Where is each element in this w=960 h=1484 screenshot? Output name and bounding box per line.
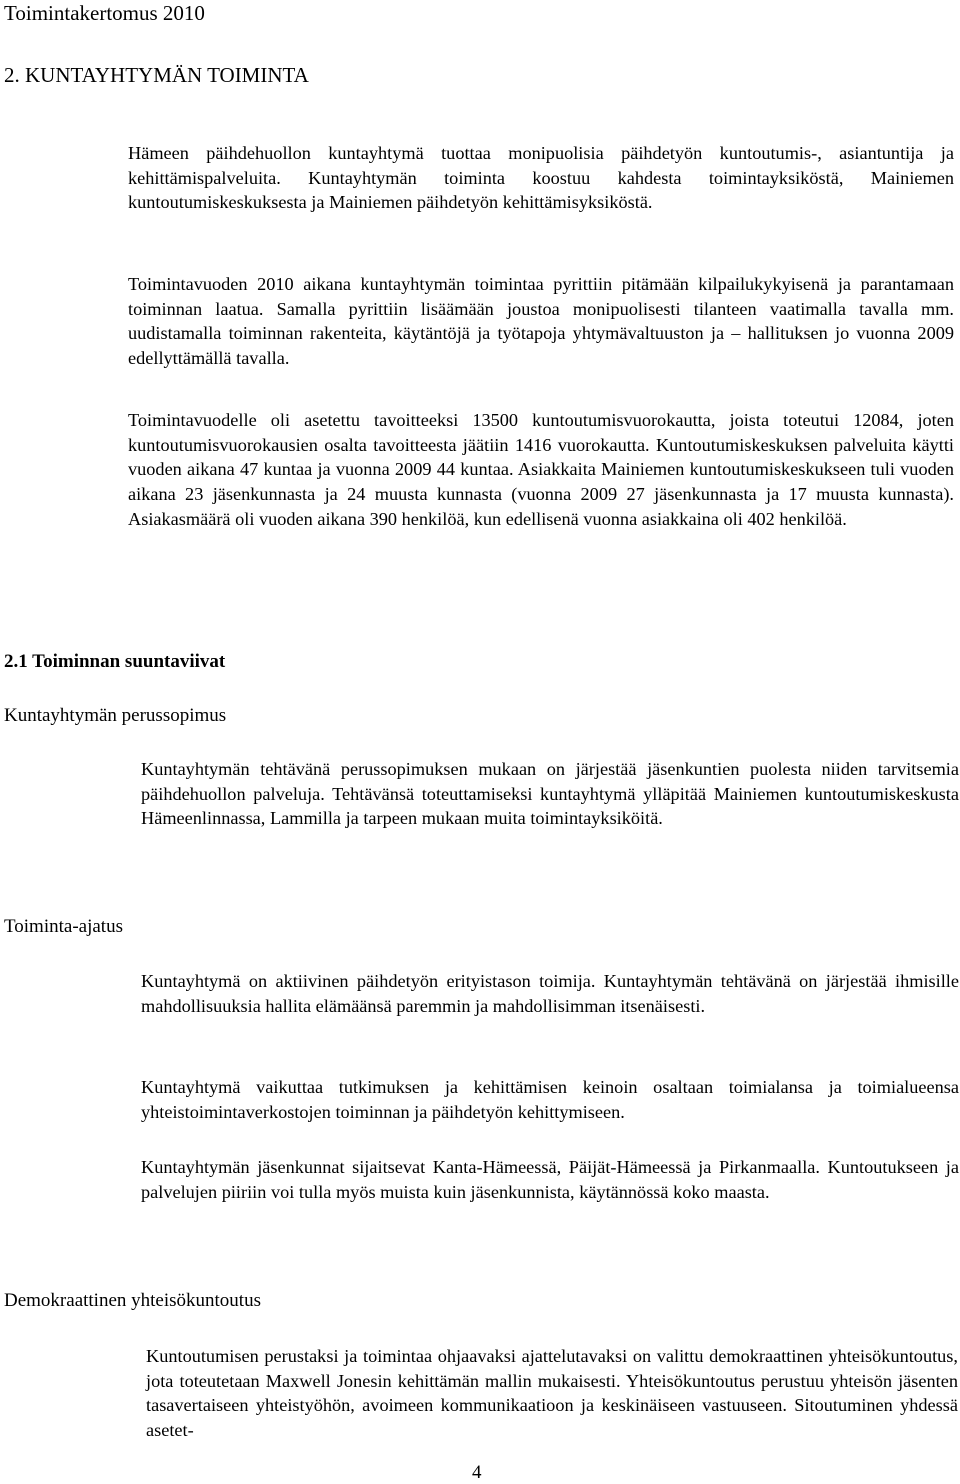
yhteisokuntoutus-paragraph: Kuntoutumisen perustaksi ja toimintaa ohjaavaksi ajattelutavaksi on valittu demokraattinen yhteisökuntoutus, jota toteutetaan Maxwell Jonesin kehittämän mallin mukaisesti. Yhteisökuntoutus perustuu yhteisön jäsenten tasavertaiseen yhteistyöhön, avoimeen kommunikaatioon ja keskinäiseen vastuuseen. Sitoutuminen yhdessä asetet- <box>146 1346 958 1441</box>
section-title: 2.1 Toiminnan suuntaviivat <box>4 651 226 672</box>
toiminta-ajatus-paragraph-2: Kuntayhtymä vaikuttaa tutkimuksen ja kehittämisen keinoin osaltaan toimialansa ja toimialueensa yhteistoimintaverkostojen toiminnan ja päihdetyön kehittymiseen. <box>141 1077 959 1122</box>
yhteisokuntoutus-heading: Demokraattinen yhteisökuntoutus <box>4 1290 261 1311</box>
intro-paragraph-2: Toimintavuoden 2010 aikana kuntayhtymän toimintaa pyrittiin pitämään kilpailukykyisenä ja parantamaan toiminnan laatua. Samalla pyrittiin lisäämään joustoa monipuolisesti tilanteen vaatimalla tavalla mm. uudistamalla toiminnan rakenteita, käytäntöjä ja työtapoja yhtymävaltuuston ja – hallituksen jo vuonna 2009 edellyttämällä tavalla. <box>128 274 954 369</box>
toiminta-ajatus-heading: Toiminta-ajatus <box>4 916 123 937</box>
intro-paragraph-1: Hämeen päihdehuollon kuntayhtymä tuottaa monipuolisia päihdetyön kuntoutumis-, asiantuntija ja kehittämispalveluita. Kuntayhtymän toiminta koostuu kahdesta toimintayksiköstä, Mainiemen kuntoutumiskeskuksesta ja Mainiemen päihdetyön kehittämisyksiköstä. <box>128 143 954 213</box>
toiminta-ajatus-paragraph-1: Kuntayhtymä on aktiivinen päihdetyön erityistason toimija. Kuntayhtymän tehtävänä on järjestää ihmisille mahdollisuuksia hallita elämäänsä paremmin ja mahdollisimman itsenäisesti. <box>141 971 959 1016</box>
running-header: Toimintakertomus 2010 <box>4 1 205 25</box>
page-number: 4 <box>472 1462 482 1483</box>
toiminta-ajatus-paragraph-3: Kuntayhtymän jäsenkunnat sijaitsevat Kanta-Hämeessä, Päijät-Hämeessä ja Pirkanmaalla. Kuntoutukseen ja palvelujen piiriin voi tulla myös muista kuin jäsenkunnista, käytännössä koko maasta. <box>141 1157 959 1202</box>
perussopimus-paragraph: Kuntayhtymän tehtävänä perussopimuksen mukaan on järjestää jäsenkuntien puolesta niiden tarvitsemia päihdehuollon palveluja. Tehtävänsä toteuttamiseksi kuntayhtymä ylläpitää Mainiemen kuntoutumiskeskusta Hämeenlinnassa, Lammilla ja tarpeen mukaan muita toimintayksiköitä. <box>141 759 959 829</box>
chapter-title: 2. KUNTAYHTYMÄN TOIMINTA <box>4 63 309 87</box>
perussopimus-heading: Kuntayhtymän perussopimus <box>4 705 227 726</box>
intro-paragraph-3: Toimintavuodelle oli asetettu tavoitteeksi 13500 kuntoutumisvuorokautta, joista toteutui 12084, joten kuntoutumisvuorokausien osalta tavoitteesta jäätiin 1416 vuorokautta. Kuntoutumiskeskuksen palveluita käytti vuoden aikana 47 kuntaa ja vuonna 2009 44 kuntaa. Asiakkaita Mainiemen kuntoutumiskeskukseen tuli vuoden aikana 23 jäsenkunnasta ja 24 muusta kunnasta (vuonna 2009 27 jäsenkunnasta ja 17 muusta kunnasta). Asiakasmäärä oli vuoden aikana 390 henkilöä, kun edellisenä vuonna asiakkaina oli 402 henkilöä. <box>128 410 954 529</box>
